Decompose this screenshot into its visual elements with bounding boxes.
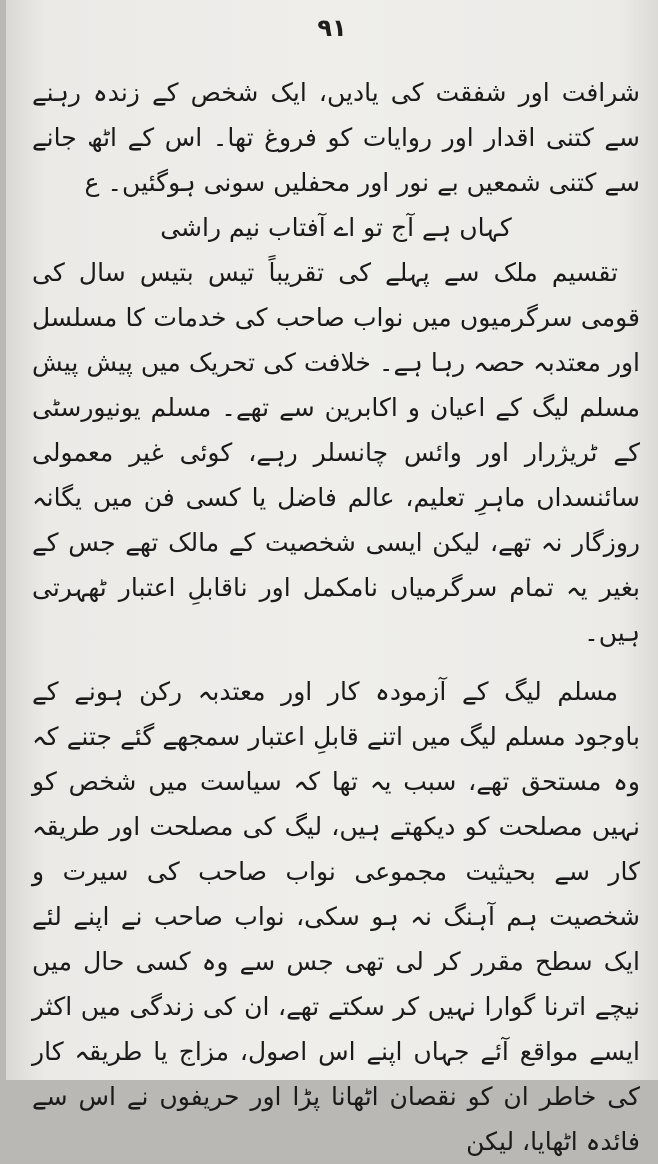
page-body [32,70,640,1164]
paragraph-memories: شرافت اور شفقت کی یادیں، ایک شخص کے زندہ رہنے سے کتنی اقدار اور روایات کو فروغ تھا۔ اس کے اٹھ جانے سے کتنی شمعیں بے نور اور محفلیں سونی ہوگئیں۔ ع [32,78,640,197]
page-number: ۹۱ [317,14,347,42]
paragraph-services: تقسیم ملک سے پہلے کی تقریباً تیس بتیس سال کی قومی سرگرمیوں میں نواب صاحب کی خدمات کا مسلسل اور معتدبہ حصہ رہا ہے۔ خلافت کی تحریک میں پیش پیش مسلم لیگ کے اعیان و اکابرین سے تھے۔ مسلم یونیورسٹی کے ٹریژرار اور وائس چانسلر رہے، کوئی غیر معمولی سائنسداں ماہرِ تعلیم، عالم فاضل یا کسی فن میں یگانہ روزگار نہ تھے، لیکن ایسی شخصیت کے مالک تھے جس کے بغیر یہ تمام سرگرمیاں نامکمل اور ناقابلِ اعتبار ٹھہرتی ہیں۔ [32,258,640,647]
book-page [6,0,658,1156]
verse-line: کہاں ہے آج تو اے آفتاب نیم راشی [160,213,512,242]
paragraph-muslim-league: مسلم لیگ کے آزمودہ کار اور معتدبہ رکن ہونے کے باوجود مسلم لیگ میں اتنے قابلِ اعتبار سمجھے گئے جتنے کہ وہ مستحق تھے، سبب یہ تھا کہ سیاست میں شخص کو نہیں مصلحت کو دیکھتے ہیں، لیگ کی مصلحت اور طریقہ کار سے بحیثیت مجموعی نواب صاحب کی سیرت و شخصیت ہم آہنگ نہ ہو سکی، نواب صاحب نے اپنے لئے ایک سطح مقرر کر لی تھی جس سے وہ کسی حال میں نیچے اترنا گوارا نہیں کر سکتے تھے، ان کی زندگی میں اکثر ایسے مواقع آئے جہاں اپنے اس اصول، مزاج یا طریقہ کار کی خاطر ان کو نقصان اٹھانا پڑا اور حریفوں نے اس سے فائدہ اٹھایا، لیکن [32,677,640,1156]
